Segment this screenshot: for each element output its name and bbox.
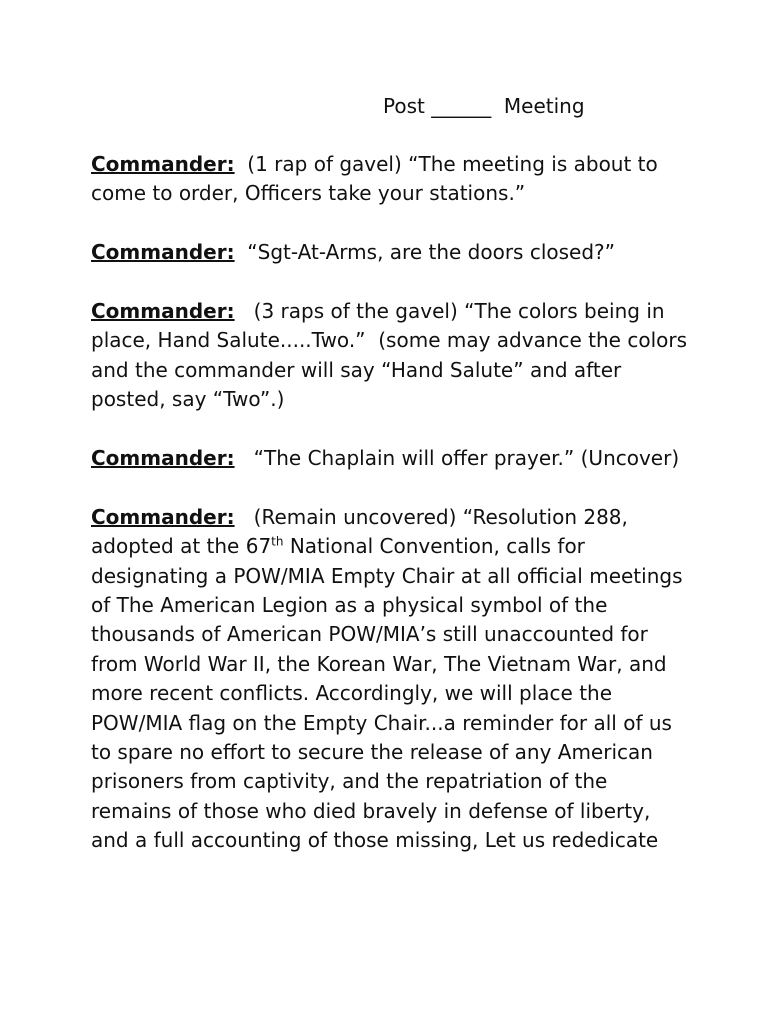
paragraph-prayer xyxy=(91,444,691,473)
meeting-title: Post ______ Meeting xyxy=(383,94,585,118)
paragraph-text: (1 rap of gavel) “The meeting is about to come to order, Officers take your stations.” xyxy=(91,152,665,206)
paragraph-text-after-superscript: National Convention, calls for designating a POW/MIA Empty Chair at all official meetings of The American Legion as a physical symbol of the thousands of American POW/MIA’s still unaccounted for from World War II, the Korean War, The Vietnam War, and more recent conflicts. Accordingly, we will place the POW/MIA flag on the Empty Chair...a reminder for all of us to spare no effort to secure the release of any American prisoners from captivity, and the repatriation of the remains of those who died bravely in defense of liberty, and a full accounting of those missing, Let us rededicate xyxy=(91,534,689,853)
paragraph-text: “Sgt-At-Arms, are the doors closed?” xyxy=(234,240,616,265)
script-body xyxy=(91,150,694,885)
paragraph-text: (3 raps of the gavel) “The colors being in place, Hand Salute.....Two.” (some may advance the colors and the commander will say “Hand Salute” and after posted, say “Two”.) xyxy=(91,299,694,412)
paragraph-text: “The Chaplain will offer prayer.” (Uncover) xyxy=(234,446,680,471)
speaker-label: Commander: xyxy=(91,504,235,529)
speaker-label: Commander: xyxy=(91,240,235,265)
paragraph-doors-closed xyxy=(91,238,691,267)
paragraph-call-to-order xyxy=(91,150,691,209)
paragraph-text-before-superscript: (Remain uncovered) “Resolution 288, adopted at the 67 xyxy=(91,504,635,559)
speaker-label: Commander: xyxy=(91,152,235,176)
paragraph-empty-chair xyxy=(91,503,691,856)
ordinal-superscript: th xyxy=(271,534,284,549)
speaker-label: Commander: xyxy=(91,299,235,323)
speaker-label: Commander: xyxy=(91,446,235,471)
paragraph-colors xyxy=(91,297,694,415)
